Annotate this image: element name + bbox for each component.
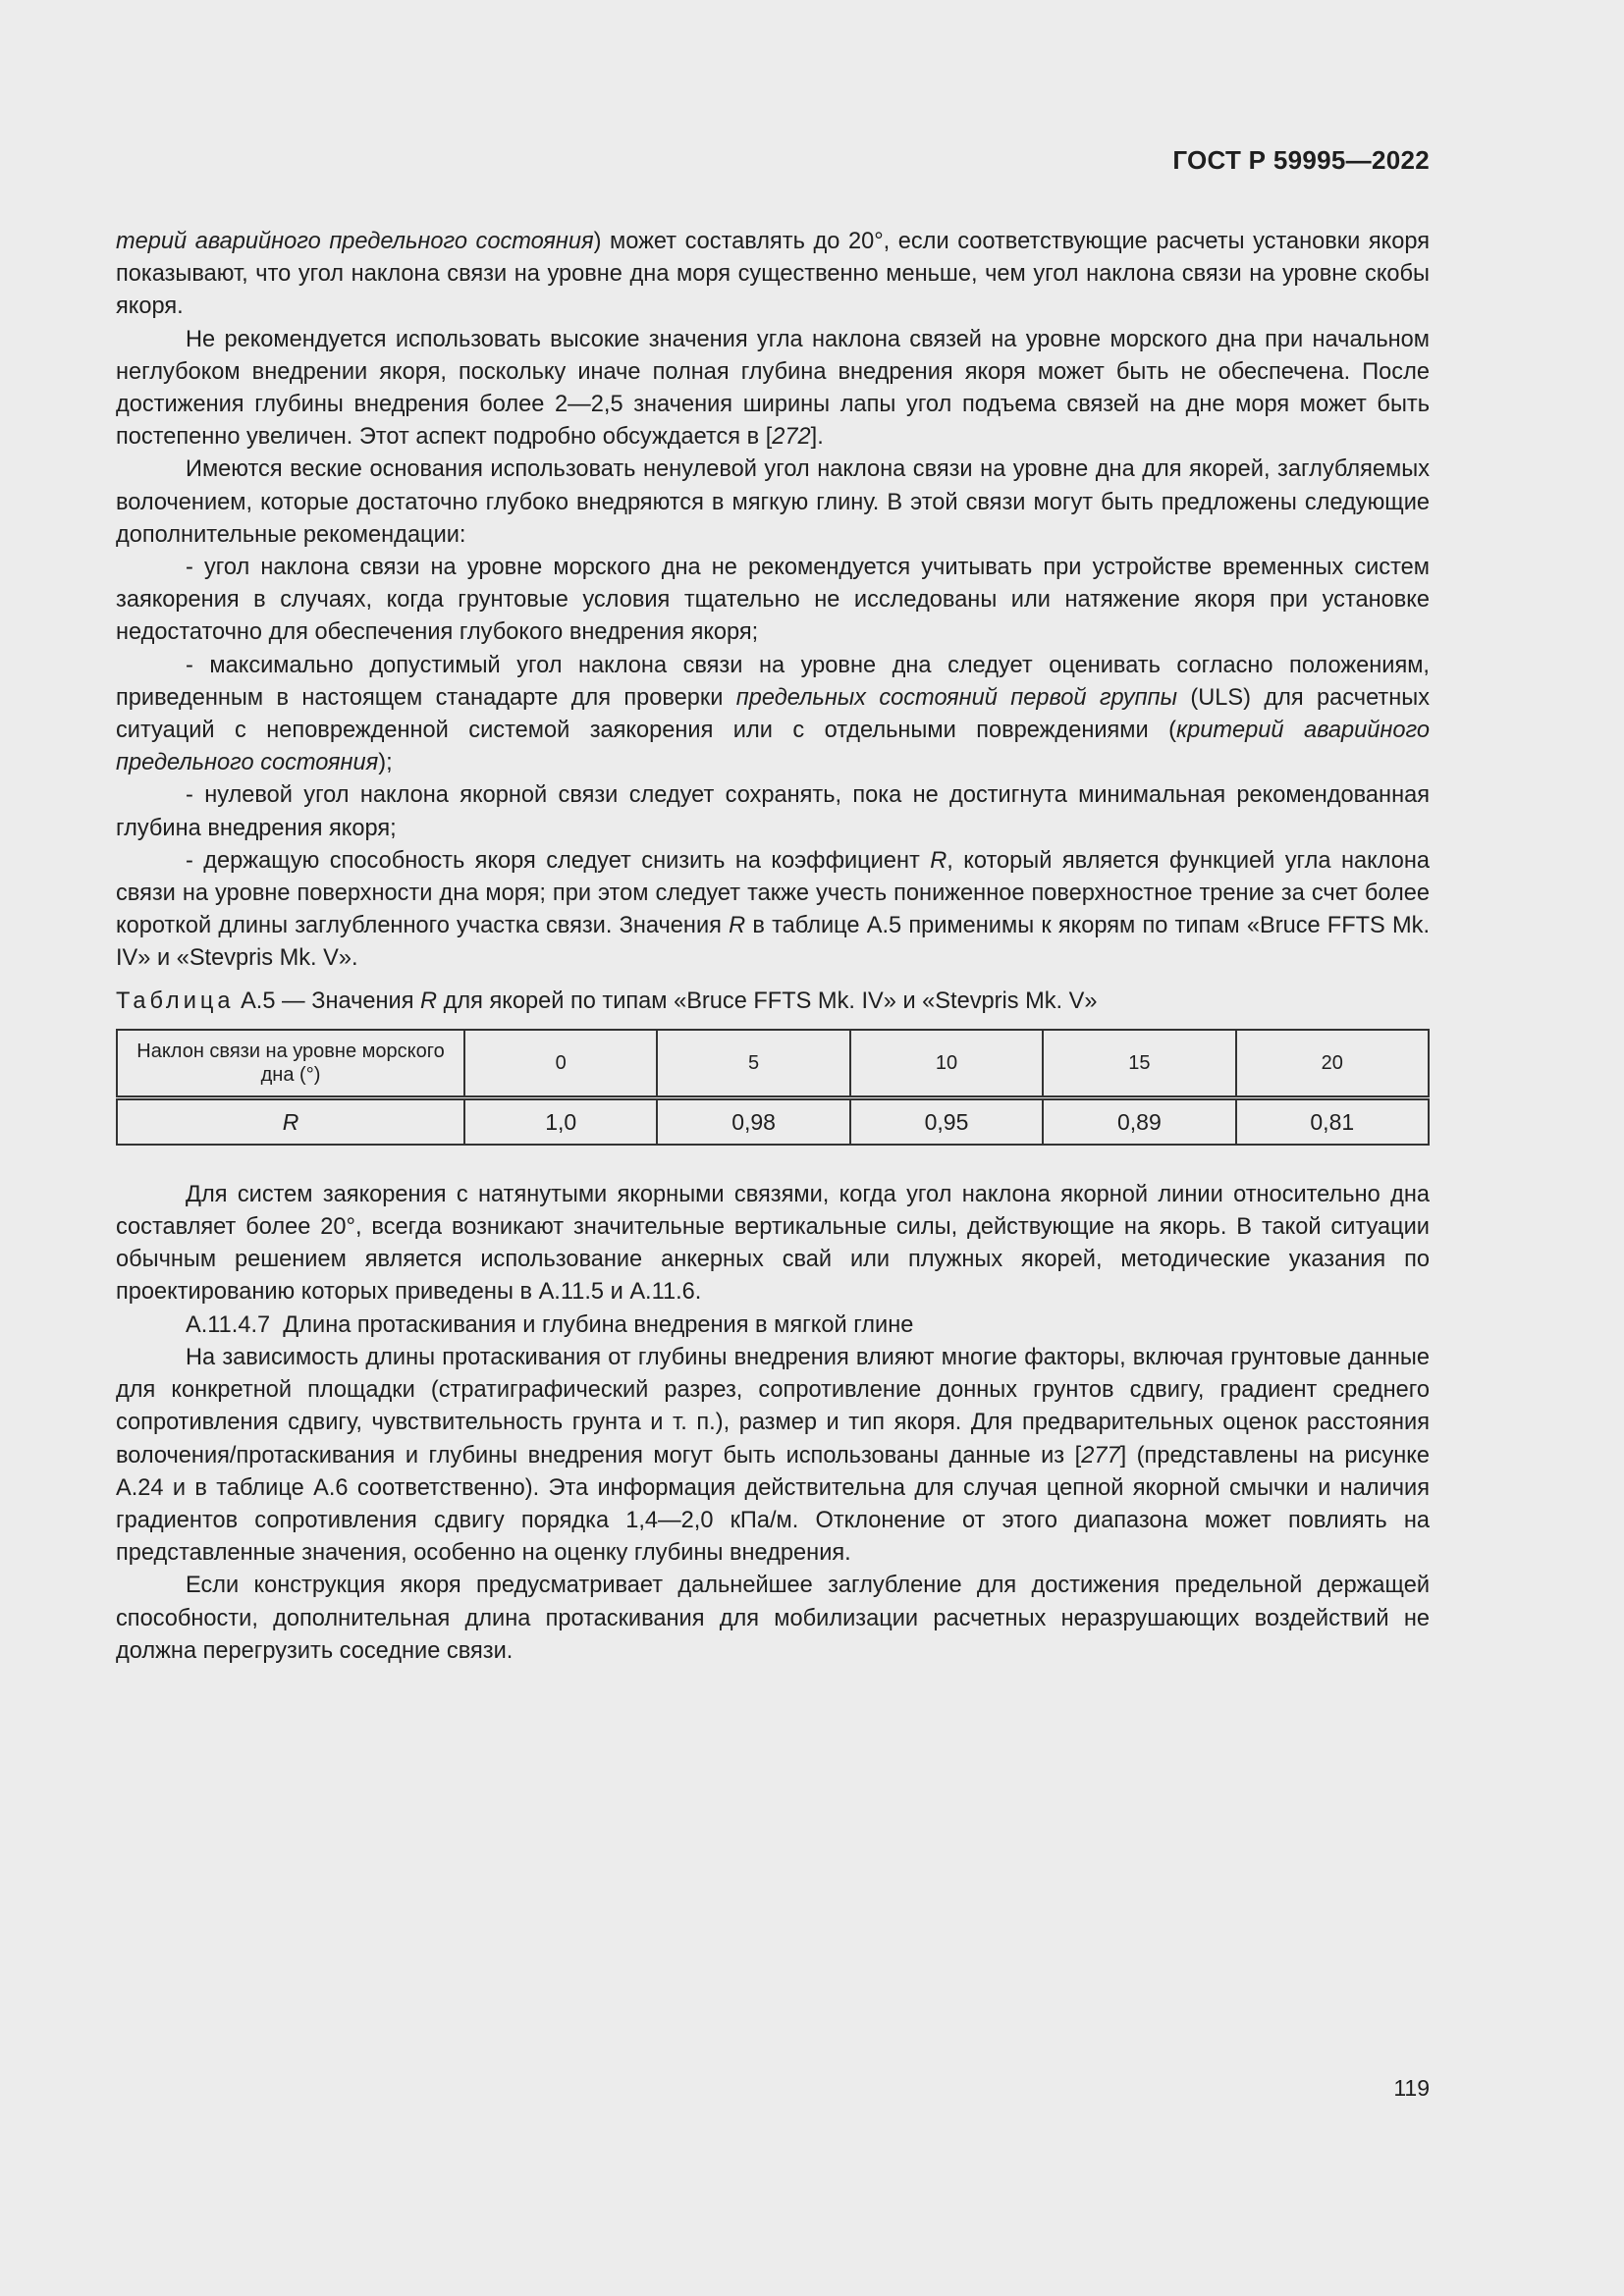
table-header-cell: 20 (1236, 1030, 1429, 1098)
italic-term: критерий аварийного предельного состояния (116, 718, 1430, 776)
paragraph-continuation (116, 226, 1430, 324)
text-run: Имеются веские основания использовать ненулевой угол наклона связи на уровне дна для якорей, заглубляемых волочением, которые достаточно глубоко внедряются в мягкую глину. В этой связи могут быть предложены следующие дополнительные рекомендации: (116, 456, 1430, 548)
italic-term: предельных состояний первой группы (735, 684, 1177, 711)
table-cell: 0,81 (1236, 1097, 1429, 1145)
reference-number: 277 (1081, 1442, 1120, 1468)
text-run: На зависимость длины протаскивания от глубины внедрения влияют многие факторы, включая грунтовые данные для конкретной площадки (стратиграфический разрез, сопротивление донных грунтов сдвигу, градиент среднего сопротивления сдвигу, чувствительность грунта и т. п.), размер и тип якоря. Для предварительных оценок расстояния волочения/протаскивания и глубины внедрения могут быть использованы данные из [ (116, 1344, 1430, 1468)
text-run: в таблице А.5 применимы к якорям по типам «Bruce FFTS Mk. IV» и «Stevpris Mk. V». (116, 913, 1430, 972)
text-run: - максимально допустимый угол наклона связи на уровне дна следует оценивать согласно положениям, приведенным в настоящем станадарте для проверки (116, 652, 1430, 711)
table-cell: 0,95 (850, 1097, 1043, 1145)
list-item-zero-angle (116, 779, 1430, 844)
text-run: - держащую способность якоря следует снизить на коэффициент (186, 847, 931, 874)
text-run: А.5 — Значения (234, 988, 421, 1014)
table-cell: 1,0 (464, 1097, 657, 1145)
table-cell: 0,89 (1043, 1097, 1235, 1145)
text-run: Если конструкция якоря предусматривает дальнейшее заглубление для достижения предельной держащей способности, дополнительная длина протаскивания для мобилизации расчетных неразрушающих воздействий не должна перегрузить соседние связи. (116, 1573, 1430, 1664)
paragraph-nonzero-angle (116, 454, 1430, 552)
symbol-r: R (729, 913, 746, 939)
text-run: ] (представлены на рисунке А.24 и в таблице А.6 соответственно). Эта информация действительна для случая цепной якорной смычки и наличия градиентов сопротивления сдвигу порядка 1,4—2,0 кПа/м. Отклонение от этого диапазона может повлиять на представленные значения, особенно на оценку глубины внедрения. (116, 1442, 1430, 1567)
list-item-temporary-systems (116, 552, 1430, 650)
text-run: - угол наклона связи на уровне морского дна не рекомендуется учитывать при устройстве временных систем заякорения в случаях, когда грунтовые условия тщательно не исследованы или натяжение якоря при установке недостаточно для обеспечения глубокого внедрения якоря; (116, 555, 1430, 646)
table-header-cell: 0 (464, 1030, 657, 1098)
symbol-r: R (282, 1108, 299, 1135)
symbol-r: R (420, 988, 438, 1014)
table-cell: 0,98 (657, 1097, 849, 1145)
symbol-r: R (930, 847, 947, 874)
table-a5 (116, 1029, 1430, 1146)
body-text (116, 226, 1430, 1668)
table-caption (116, 986, 1430, 1018)
table-row-label (117, 1097, 464, 1145)
paragraph-additional-drag (116, 1570, 1430, 1668)
document-number-header: ГОСТ Р 59995—2022 (1172, 145, 1430, 175)
text-run: , который является функцией угла наклона связи на уровне поверхности дна моря; при этом следует также учесть пониженное поверхностное трение за счет более короткой длины заглубленного участка связи. Значения (116, 847, 1431, 939)
table-header-cell: 15 (1043, 1030, 1235, 1098)
table-header-cell: 5 (657, 1030, 849, 1098)
text-run: Для систем заякорения с натянутыми якорными связями, когда угол наклона якорной линии относительно дна составляет более 20°, всегда возникают значительные вертикальные силы, действующие на якорь. В такой ситуации обычным решением является использование анкерных свай или плужных якорей, методические указания по проектированию которых приведены в А.11.5 и А.11.6. (116, 1181, 1430, 1306)
table-row (117, 1097, 1429, 1145)
text-run: - нулевой угол наклона якорной связи следует сохранять, пока не достигнута минимальная рекомендованная глубина внедрения якоря; (116, 782, 1430, 841)
section-title: Длина протаскивания и глубина внедрения в мягкой глине (283, 1311, 914, 1338)
text-run: для якорей по типам «Bruce FFTS Mk. IV» и «Stevpris Mk. V» (437, 988, 1098, 1014)
section-heading (116, 1309, 1430, 1342)
section-number: А.11.4.7 (186, 1311, 271, 1338)
italic-term: терий аварийного предельного состояния (116, 229, 594, 254)
list-item-holding-capacity (116, 845, 1430, 976)
table-header-row (117, 1030, 1429, 1098)
page-number: 119 (1393, 2075, 1430, 2101)
table-caption-label: Таблица (116, 988, 235, 1014)
text-run: ); (378, 750, 393, 776)
reference-number: 272 (772, 424, 811, 451)
table-header-cell: 10 (850, 1030, 1043, 1098)
list-item-max-angle (116, 650, 1430, 780)
paragraph-drag-length (116, 1342, 1430, 1570)
text-run: ) может составлять до 20°, если соответствующие расчеты установки якоря показывают, что угол наклона связи на уровне дна моря существенно меньше, чем угол наклона связи на уровне скобы якоря. (116, 229, 1431, 320)
text-run: (ULS) для расчетных ситуаций с неповрежденной системой заякорения или с отдельными повреждениями ( (116, 684, 1430, 744)
table-header-label: Наклон связи на уровне морского дна (°) (117, 1030, 464, 1098)
text-run: ]. (810, 424, 824, 451)
text-run: Не рекомендуется использовать высокие значения угла наклона связей на уровне морского дна при начальном неглубоком внедрении якоря, поскольку иначе полная глубина внедрения якоря может быть не обеспечена. После достижения глубины внедрения более 2—2,5 значения ширины лапы угол подъема связей на дне моря может быть постепенно увеличен. Этот аспект подробно обсуждается в [ (116, 326, 1430, 451)
paragraph-taut-mooring (116, 1179, 1430, 1309)
paragraph-initial-penetration (116, 324, 1430, 454)
